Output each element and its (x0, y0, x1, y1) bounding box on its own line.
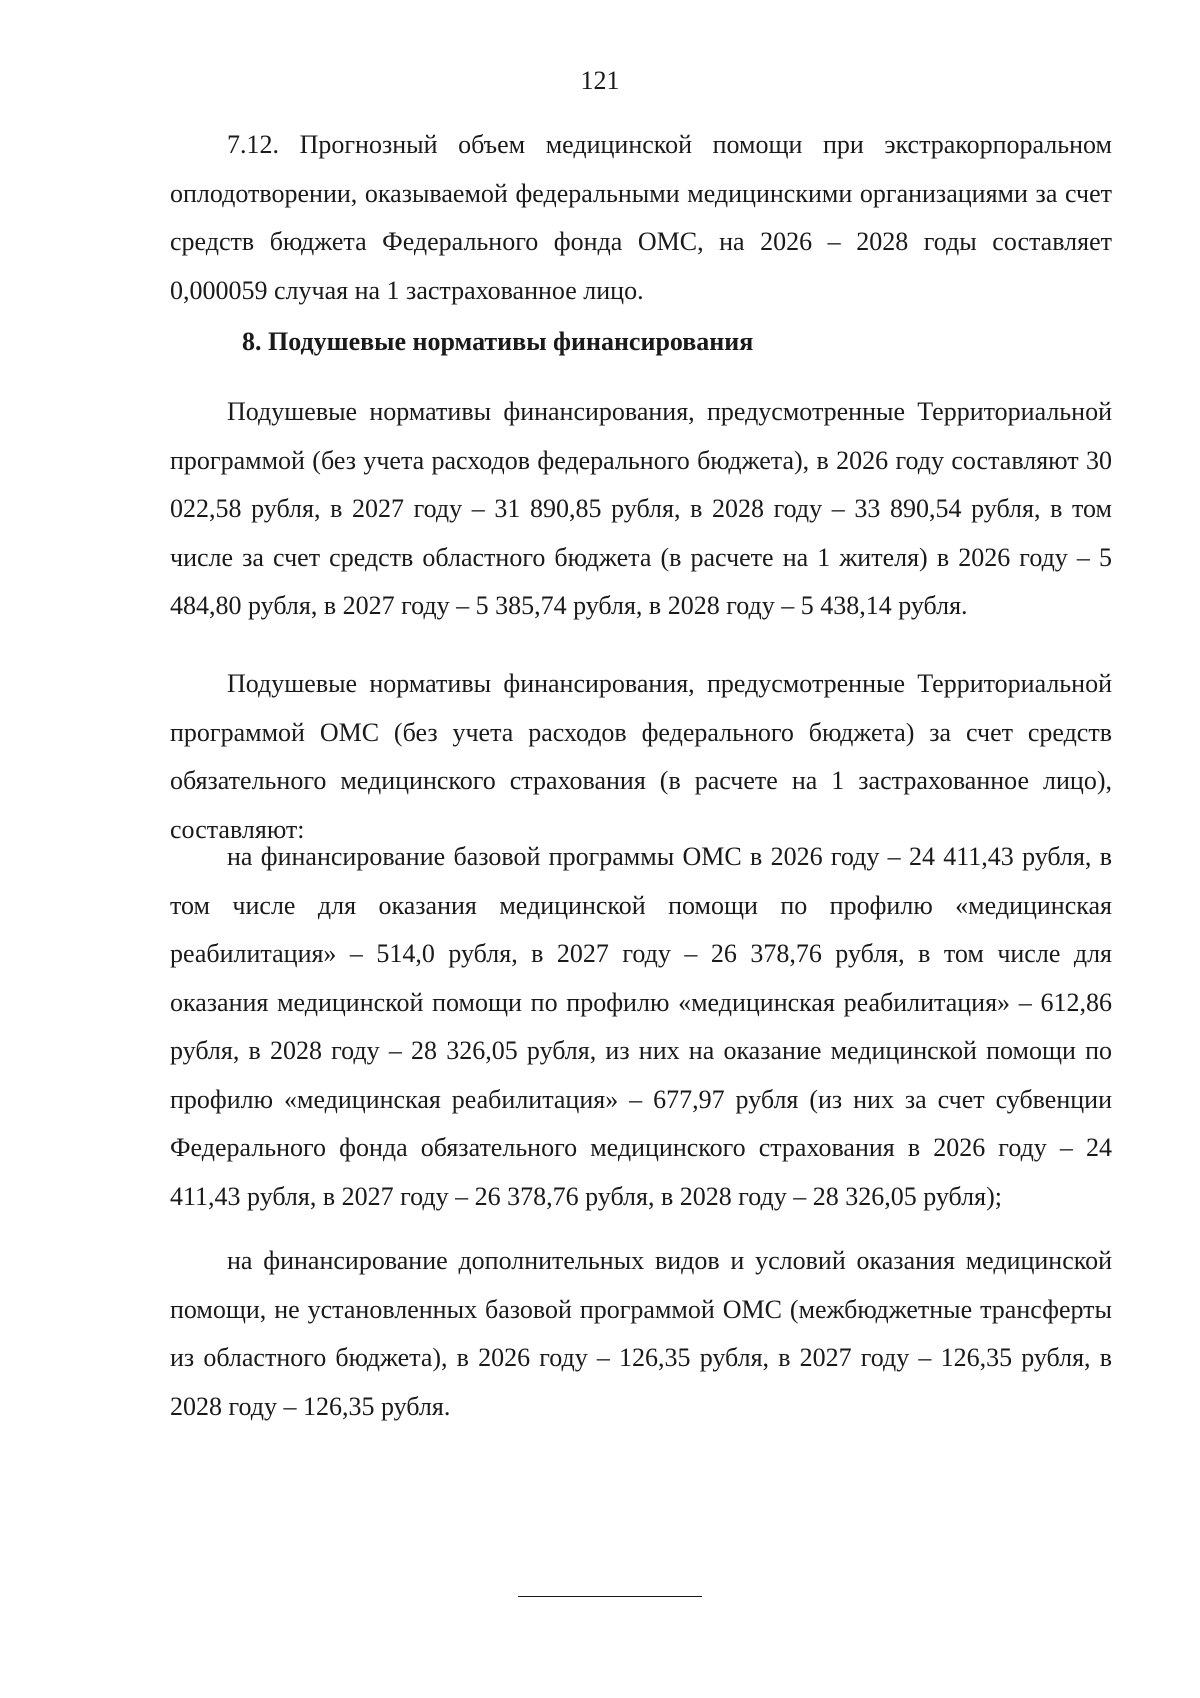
paragraph-oms-program: Подушевые нормативы финансирования, предусмотренные Территориальной программой ОМС (без учета расходов федерального бюджета) за счет средств обязательного медицинского страхования (в расчете на 1 застрахованное лицо), составляют: (170, 669, 1112, 844)
paragraph-territorial-program: Подушевые нормативы финансирования, предусмотренные Территориальной программой (без учета расходов федерального бюджета), в 2026 году составляют 30 022,58 рубля, в 2027 году – 31 890,85 рубля, в 2028 году – 33 890,54 рубля, в том числе за счет средств областного бюджета (в расчете на 1 жителя) в 2026 году – 5 484,80 рубля, в 2027 году – 5 385,74 рубля, в 2028 году – 5 438,14 рубля. (170, 397, 1112, 620)
paragraph-additional-types: на финансирование дополнительных видов и условий оказания медицинской помощи, не установленных базовой программой ОМС (межбюджетные трансферты из областного бюджета), в 2026 году – 126,35 рубля, в 2027 году – 126,35 рубля, в 2028 году – 126,35 рубля. (170, 1246, 1112, 1421)
paragraph-7-12: 7.12. Прогнозный объем медицинской помощи при экстракорпоральном оплодотворении, оказываемой федеральными медицинскими организациями за счет средств бюджета Федерального фонда ОМС, на 2026 – 2028 годы составляет 0,000059 случая на 1 застрахованное лицо. (170, 130, 1112, 305)
footer-separator-line (518, 1596, 702, 1597)
section-heading: 8. Подушевые нормативы финансирования (242, 327, 754, 356)
paragraph-base-program: на финансирование базовой программы ОМС в 2026 году – 24 411,43 рубля, в том числе для оказания медицинской помощи по профилю «медицинская реабилитация» – 514,0 рубля, в 2027 году – 26 378,76 рубля, в том числе для оказания медицинской помощи по профилю «медицинская реабилитация» – 612,86 рубля, в 2028 году – 28 326,05 рубля, из них на оказание медицинской помощи по профилю «медицинская реабилитация» – 677,97 рубля (из них за счет субвенции Федерального фонда обязательного медицинского страхования в 2026 году – 24 411,43 рубля, в 2027 году – 26 378,76 рубля, в 2028 году – 28 326,05 рубля); (170, 842, 1112, 1211)
page-number: 121 (580, 66, 620, 95)
